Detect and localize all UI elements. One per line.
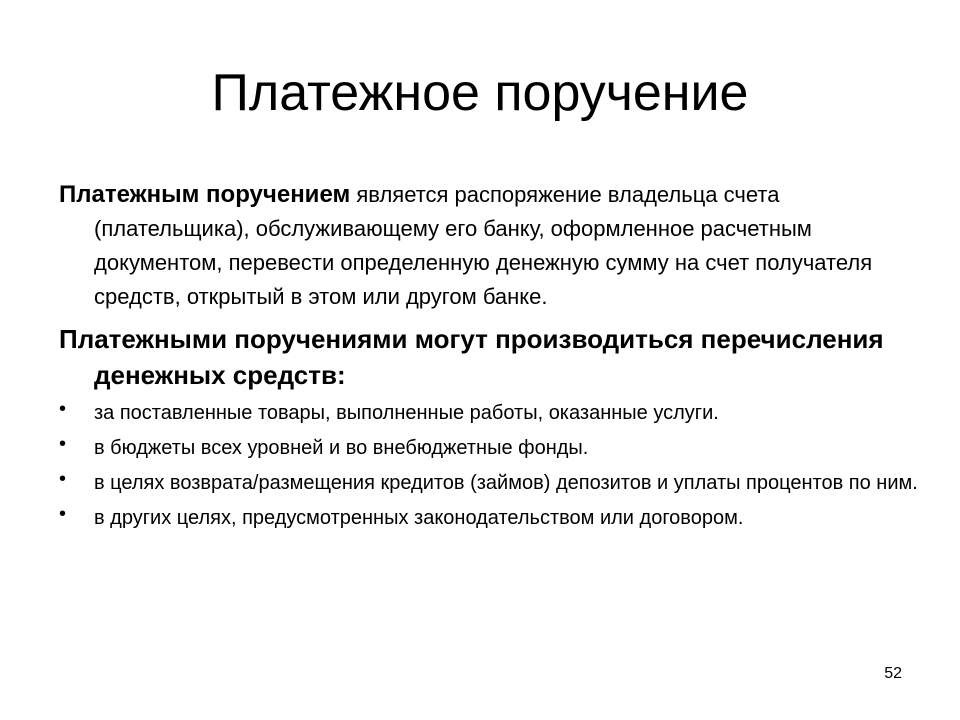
slide-content: [59, 178, 919, 539]
list-item: [59, 434, 919, 462]
list-item: [59, 469, 919, 497]
bullet-list: [59, 399, 919, 532]
slide-title: Платежное поручение: [211, 64, 749, 122]
bullet-text: за поставленные товары, выполненные работы, оказанные услуги.: [94, 402, 719, 424]
bullet-icon: •: [59, 468, 67, 490]
page-number: 52: [884, 665, 902, 682]
bullet-text: в других целях, предусмотренных законодательством или договором.: [94, 507, 744, 529]
bullet-icon: •: [59, 398, 67, 420]
list-item: [59, 399, 919, 427]
bullet-text: в бюджеты всех уровней и во внебюджетные фонды.: [94, 437, 589, 459]
definition-lead: Платежным поручением: [59, 181, 351, 208]
definition-text: является распоряжение владельца счета (плательщика), обслуживающему его банку, оформленное расчетным документом, перевести определенную денежную сумму на счет получателя средств, открытый в этом или другом банке.: [94, 182, 873, 309]
definition-paragraph: [59, 178, 919, 314]
bullet-text: в целях возврата/размещения кредитов (займов) депозитов и уплаты процентов по ним.: [94, 472, 918, 494]
subheading: Платежными поручениями могут производиться перечисления денежных средств:: [59, 324, 884, 390]
bullet-icon: •: [59, 503, 67, 525]
bullet-icon: •: [59, 433, 67, 455]
list-item: [59, 504, 919, 532]
